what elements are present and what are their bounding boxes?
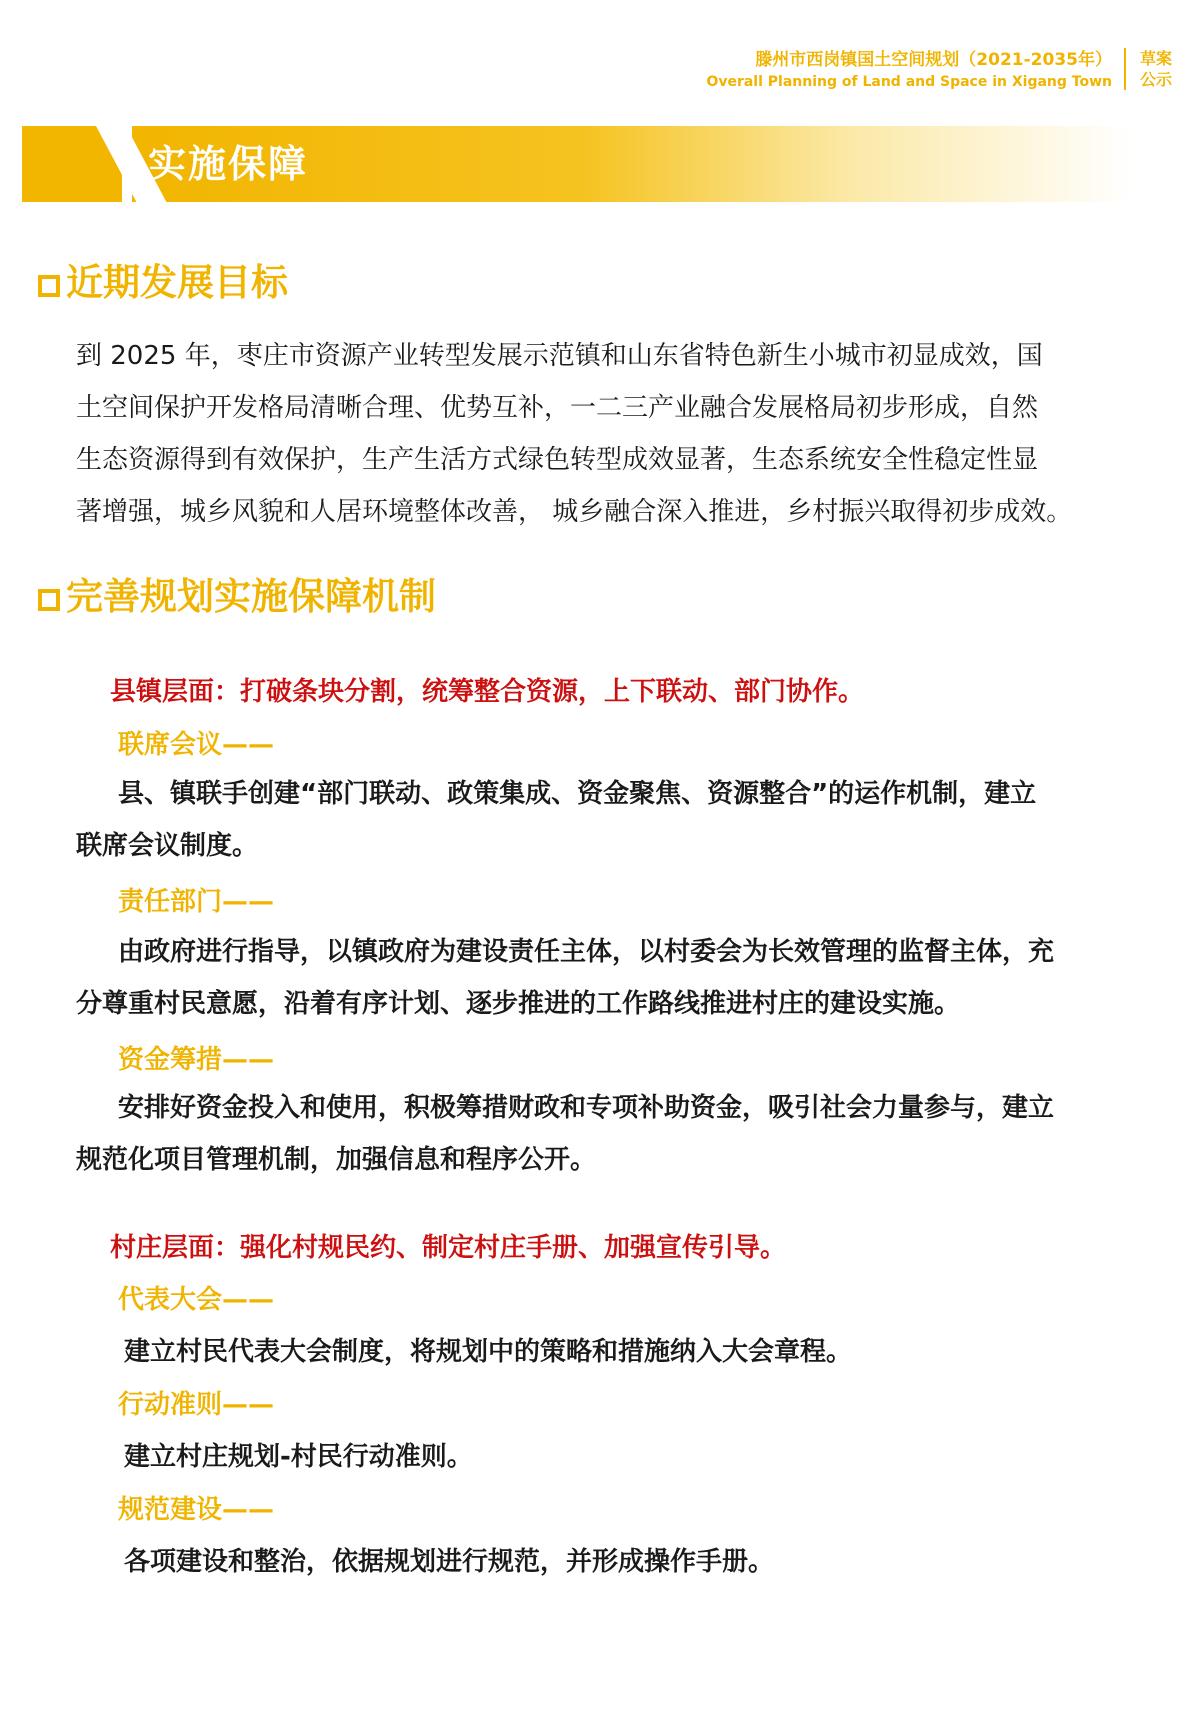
- item-label-joint-meeting: 联席会议——: [118, 730, 275, 760]
- page-header: [706, 44, 1178, 94]
- item-body-funding: [76, 1082, 1054, 1186]
- body-line: 安排好资金投入和使用，积极筹措财政和专项补助资金，吸引社会力量参与，建立: [118, 1093, 1055, 1123]
- section-heading-text: 完善规划实施保障机制: [66, 575, 436, 618]
- square-bullet-icon: [38, 589, 60, 611]
- item-label-responsible-dept: 责任部门——: [118, 887, 275, 917]
- draft-badge: [1134, 48, 1178, 90]
- body-line: 规范化项目管理机制，加强信息和程序公开。: [76, 1145, 597, 1175]
- header-divider: [1124, 48, 1126, 90]
- section-heading-near-term: [38, 258, 288, 308]
- item-body-action-code: 建立村庄规划-村民行动准则。: [124, 1442, 473, 1472]
- paragraph-line: 生态资源得到有效保护，生产生活方式绿色转型成效显著，生态系统安全性稳定性显: [76, 445, 1039, 475]
- section-heading-text: 近期发展目标: [66, 261, 288, 304]
- county-level-title: 县镇层面：打破条块分割，统筹整合资源，上下联动、部门协作。: [110, 677, 865, 707]
- paragraph-line: 土空间保护开发格局清晰合理、优势互补，一二三产业融合发展格局初步形成，自然: [76, 393, 1039, 423]
- square-bullet-icon: [38, 275, 60, 297]
- body-line: 县、镇联手创建“部门联动、政策集成、资金聚焦、资源整合”的运作机制，建立: [118, 779, 1037, 809]
- body-line: 由政府进行指导，以镇政府为建设责任主体，以村委会为长效管理的监督主体，充: [118, 937, 1055, 967]
- item-label-funding: 资金筹措——: [118, 1045, 275, 1075]
- near-term-goal-paragraph: [76, 330, 1176, 538]
- item-label-standard-construction: 规范建设——: [118, 1495, 275, 1525]
- item-body-responsible-dept: [76, 926, 1054, 1030]
- section-heading-guarantee: [38, 572, 436, 622]
- badge-line-1: 草案: [1139, 49, 1172, 68]
- paragraph-line: 到 2025 年，枣庄市资源产业转型发展示范镇和山东省特色新生小城市初显成效，国: [76, 341, 1043, 371]
- item-label-action-code: 行动准则——: [118, 1390, 275, 1420]
- body-line: 分尊重村民意愿，沿着有序计划、逐步推进的工作路线推进村庄的建设实施。: [76, 989, 961, 1019]
- header-text: [706, 48, 1112, 92]
- body-line: 联席会议制度。: [76, 831, 259, 861]
- village-level-title: 村庄层面：强化村规民约、制定村庄手册、加强宣传引导。: [110, 1233, 787, 1263]
- header-subtitle: Overall Planning of Land and Space in Xigang Town: [706, 74, 1112, 90]
- item-body-joint-meeting: [76, 768, 1036, 872]
- paragraph-line: 著增强，城乡风貌和人居环境整体改善， 城乡融合深入推进，乡村振兴取得初步成效。: [76, 497, 1073, 527]
- item-body-standard-construction: 各项建设和整治，依据规划进行规范，并形成操作手册。: [124, 1547, 775, 1577]
- item-label-representative-assembly: 代表大会——: [118, 1285, 275, 1315]
- section-banner: [22, 126, 1132, 202]
- header-title: 滕州市西岗镇国土空间规划（2021-2035年）: [755, 50, 1112, 70]
- badge-line-2: 公示: [1139, 70, 1172, 89]
- item-body-representative-assembly: 建立村民代表大会制度，将规划中的策略和措施纳入大会章程。: [124, 1337, 853, 1367]
- banner-title: 实施保障: [148, 142, 309, 186]
